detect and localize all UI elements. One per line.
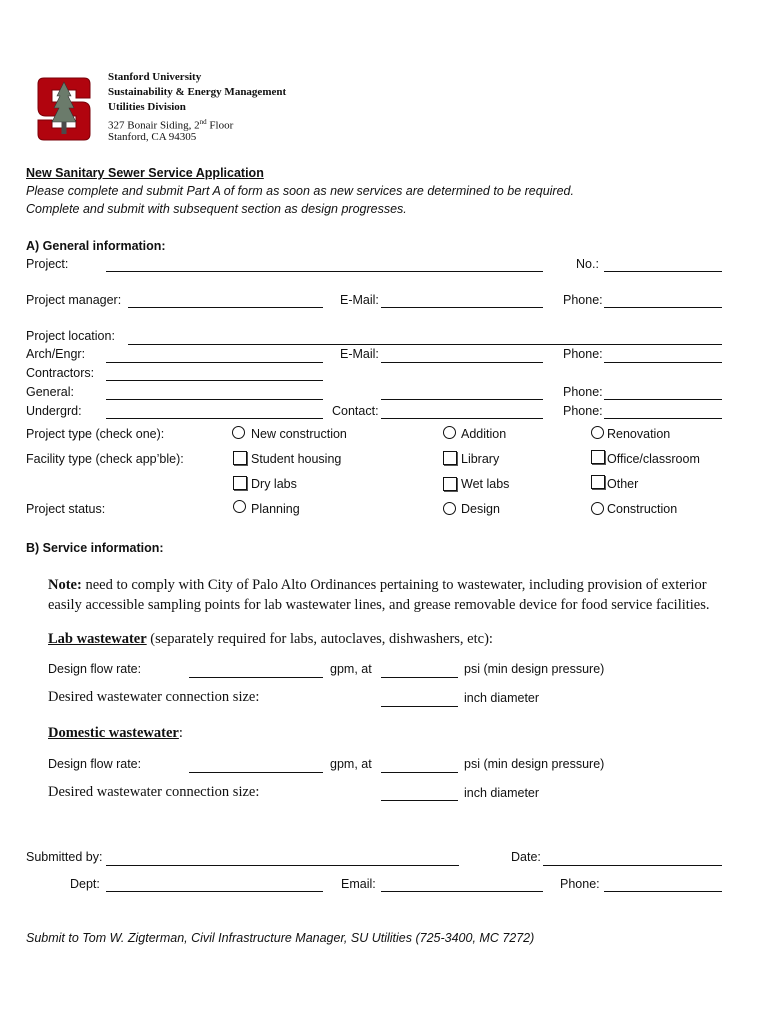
university-name: Stanford University <box>108 71 202 83</box>
undergrd-field[interactable] <box>106 418 323 419</box>
project-manager-label: Project manager: <box>26 293 122 307</box>
submitted-by-field[interactable] <box>106 865 459 866</box>
radio-design[interactable] <box>443 502 456 515</box>
checkbox-other[interactable] <box>591 475 605 489</box>
general-contact-field[interactable] <box>381 399 543 400</box>
domestic-wastewater-heading: Domestic wastewater: <box>48 725 183 741</box>
label-construction: Construction <box>607 502 678 516</box>
domestic-connection-field[interactable] <box>381 800 458 801</box>
label-other: Other <box>607 477 639 491</box>
arch-phone-label: Phone: <box>563 347 603 361</box>
address-line-2: Stanford, CA 94305 <box>108 131 197 143</box>
arch-engr-field[interactable] <box>106 362 323 363</box>
undergrd-contact-field[interactable] <box>381 418 543 419</box>
arch-phone-field[interactable] <box>604 362 722 363</box>
checkbox-dry-labs[interactable] <box>233 476 247 490</box>
domestic-connection-label: Desired wastewater connection size: <box>48 784 260 800</box>
arch-engr-label: Arch/Engr: <box>26 347 86 361</box>
lab-psi-label: psi (min design pressure) <box>464 662 605 676</box>
undergrd-phone-field[interactable] <box>604 418 722 419</box>
label-office-classroom: Office/classroom <box>607 452 700 466</box>
stanford-logo <box>36 76 92 142</box>
footer-email-label: Email: <box>341 877 376 891</box>
footer-email-field[interactable] <box>381 891 543 892</box>
radio-new-construction[interactable] <box>232 426 245 439</box>
section-b-heading: B) Service information: <box>26 541 164 555</box>
lab-wastewater-heading: Lab wastewater (separately required for labs, autoclaves, dishwashers, etc): <box>48 631 493 647</box>
project-location-label: Project location: <box>26 329 115 343</box>
radio-planning[interactable] <box>233 500 246 513</box>
label-wet-labs: Wet labs <box>461 477 510 491</box>
label-new-construction: New construction <box>251 427 347 441</box>
lab-connection-field[interactable] <box>381 706 458 707</box>
pm-phone-label: Phone: <box>563 293 603 307</box>
general-field[interactable] <box>106 399 323 400</box>
label-design: Design <box>461 502 500 516</box>
department-name: Sustainability & Energy Management <box>108 86 287 98</box>
submit-to-note: Submit to Tom W. Zigterman, Civil Infrastructure Manager, SU Utilities (725-3400, MC 7272) <box>26 931 535 945</box>
instructions-2: Complete and submit with subsequent section as design progresses. <box>26 202 407 216</box>
contractors-label: Contractors: <box>26 366 95 380</box>
lab-inch-label: inch diameter <box>464 691 540 705</box>
date-field[interactable] <box>543 865 722 866</box>
label-addition: Addition <box>461 427 507 441</box>
radio-renovation[interactable] <box>591 426 604 439</box>
label-planning: Planning <box>251 502 300 516</box>
label-renovation: Renovation <box>607 427 671 441</box>
checkbox-student-housing[interactable] <box>233 451 247 465</box>
domestic-psi-field[interactable] <box>381 772 458 773</box>
domestic-gpm-label: gpm, at <box>330 757 372 771</box>
undergrd-phone-label: Phone: <box>563 404 603 418</box>
note-line-1: Note: need to comply with City of Palo Alto Ordinances pertaining to wastewater, including provision of exterior <box>48 577 707 593</box>
footer-phone-label: Phone: <box>560 877 600 891</box>
pm-phone-field[interactable] <box>604 307 722 308</box>
undergrd-contact-label: Contact: <box>332 404 379 418</box>
lab-flow-field[interactable] <box>189 677 323 678</box>
project-status-label: Project status: <box>26 502 106 516</box>
contractors-field[interactable] <box>106 380 323 381</box>
undergrd-label: Undergrd: <box>26 404 82 418</box>
radio-addition[interactable] <box>443 426 456 439</box>
radio-construction[interactable] <box>591 502 604 515</box>
checkbox-wet-labs[interactable] <box>443 477 457 491</box>
footer-phone-field[interactable] <box>604 891 722 892</box>
pm-email-label: E-Mail: <box>340 293 379 307</box>
label-student-housing: Student housing <box>251 452 342 466</box>
date-label: Date: <box>511 850 541 864</box>
general-phone-field[interactable] <box>604 399 722 400</box>
general-label: General: <box>26 385 74 399</box>
section-a-heading: A) General information: <box>26 239 166 253</box>
pm-email-field[interactable] <box>381 307 543 308</box>
lab-flow-label: Design flow rate: <box>48 662 142 676</box>
lab-connection-label: Desired wastewater connection size: <box>48 689 260 705</box>
project-manager-field[interactable] <box>128 307 323 308</box>
project-field[interactable] <box>106 271 543 272</box>
lab-psi-field[interactable] <box>381 677 458 678</box>
arch-email-field[interactable] <box>381 362 543 363</box>
form-title: New Sanitary Sewer Service Application <box>26 166 264 180</box>
checkbox-library[interactable] <box>443 451 457 465</box>
division-name: Utilities Division <box>108 101 186 113</box>
note-line-2: easily accessible sampling points for lab wastewater lines, and grease removable device for food service facilities. <box>48 597 710 613</box>
general-phone-label: Phone: <box>563 385 603 399</box>
project-location-field[interactable] <box>128 344 722 345</box>
domestic-flow-label: Design flow rate: <box>48 757 142 771</box>
label-dry-labs: Dry labs <box>251 477 297 491</box>
submitted-by-label: Submitted by: <box>26 850 103 864</box>
domestic-psi-label: psi (min design pressure) <box>464 757 605 771</box>
dept-label: Dept: <box>70 877 100 891</box>
dept-field[interactable] <box>106 891 323 892</box>
project-type-label: Project type (check one): <box>26 427 165 441</box>
address-line-1: 327 Bonair Siding, 2nd Floor <box>108 118 234 132</box>
no-field[interactable] <box>604 271 722 272</box>
instructions-1: Please complete and submit Part A of form as soon as new services are determined to be required. <box>26 184 574 198</box>
domestic-inch-label: inch diameter <box>464 786 540 800</box>
facility-type-label: Facility type (check app’ble): <box>26 452 184 466</box>
label-library: Library <box>461 452 500 466</box>
domestic-flow-field[interactable] <box>189 772 323 773</box>
no-label: No.: <box>576 257 599 271</box>
checkbox-office-classroom[interactable] <box>591 450 605 464</box>
arch-email-label: E-Mail: <box>340 347 379 361</box>
lab-gpm-label: gpm, at <box>330 662 372 676</box>
project-label: Project: <box>26 257 69 271</box>
